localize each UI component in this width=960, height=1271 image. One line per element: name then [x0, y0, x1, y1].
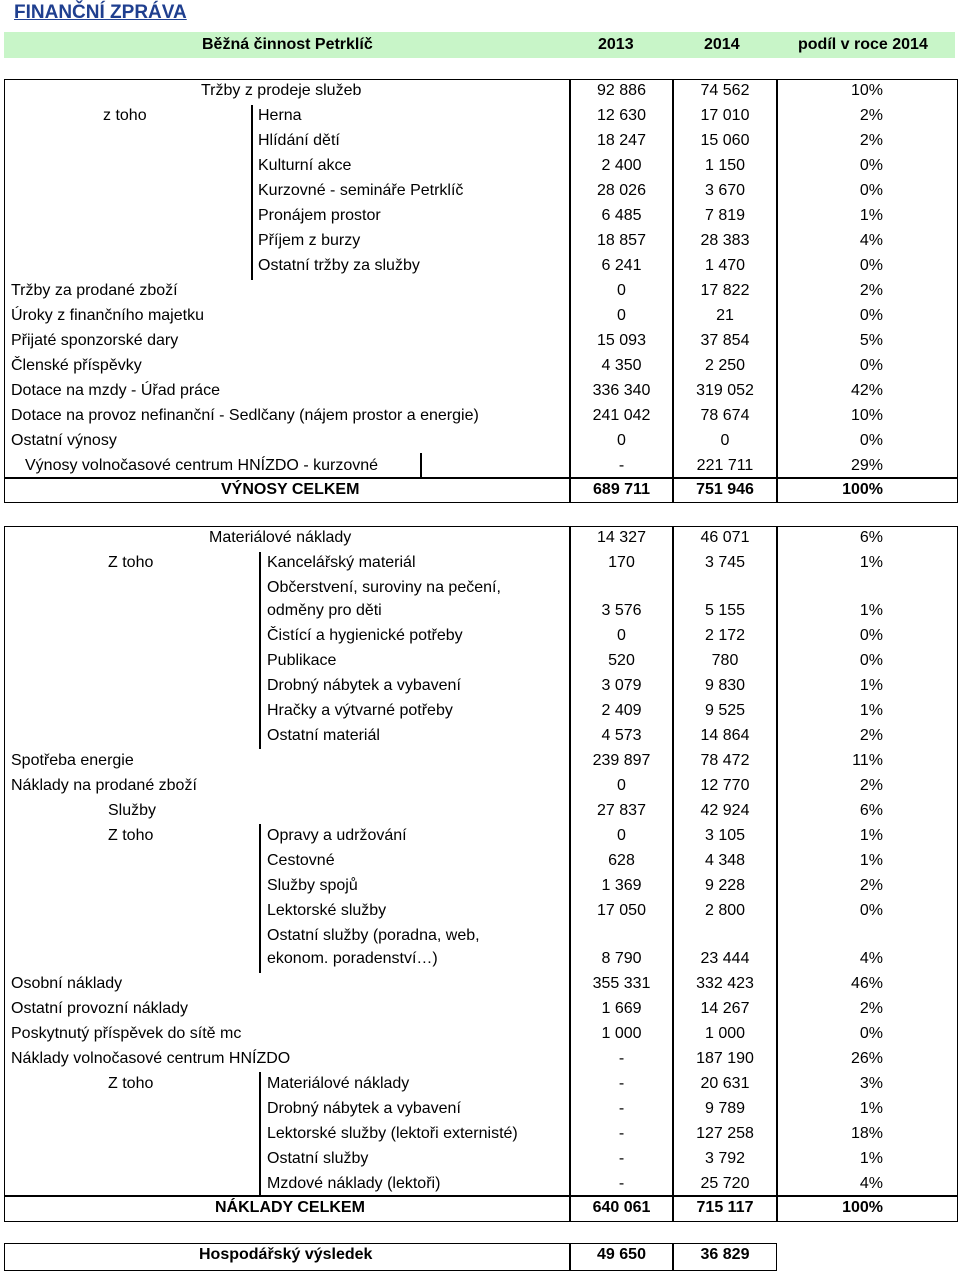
value-2013: 4 573	[601, 727, 642, 744]
share-2014: 46%	[850, 975, 883, 992]
value-2013: 28 026	[597, 182, 646, 199]
share-2014: 2%	[859, 877, 883, 894]
value-2014: 319 052	[696, 382, 754, 399]
share-2014: 0%	[859, 182, 883, 199]
share-2014: 6%	[859, 529, 883, 546]
value-2013: -	[618, 1175, 625, 1192]
value-2014: 5 155	[704, 602, 746, 619]
value-2013: 0	[617, 307, 626, 324]
row-label: Materiálové náklady	[267, 1075, 410, 1092]
value-2014: 7 819	[704, 207, 746, 224]
row-label: Přijaté sponzorské dary	[11, 332, 179, 349]
row-label: Ostatní provozní náklady	[11, 1000, 188, 1017]
value-2014: 20 631	[700, 1075, 750, 1092]
row-label: Lektorské služby (lektoři externisté)	[267, 1125, 518, 1142]
value-2013: 640 061	[592, 1199, 651, 1216]
share-2014: 10%	[850, 82, 883, 99]
value-2013: -	[618, 1050, 625, 1067]
value-2014: 9 789	[704, 1100, 746, 1117]
row-label: Výnosy volnočasové centrum HNÍZDO - kurzovné	[25, 457, 379, 474]
header-year-2014: 2014	[704, 36, 740, 53]
row-label: Hračky a výtvarné potřeby	[267, 702, 453, 719]
value-2014: 1 150	[704, 157, 746, 174]
row-label: Kurzovné - semináře Petrklíč	[258, 182, 464, 199]
value-2013: 17 050	[597, 902, 646, 919]
row-label: Opravy a udržování	[267, 827, 407, 844]
value-2013: 27 837	[597, 802, 646, 819]
value-2014: 9 830	[704, 677, 746, 694]
header-year-2013: 2013	[598, 36, 634, 53]
row-label: Občerstvení, suroviny na pečení,	[267, 579, 501, 596]
value-2014: 1 470	[704, 257, 746, 274]
value-2013: -	[618, 1100, 625, 1117]
value-2014: 780	[711, 652, 739, 669]
row-label: VÝNOSY CELKEM	[221, 481, 360, 498]
share-2014: 100%	[842, 481, 883, 498]
row-label-continued: odměny pro děti	[267, 602, 382, 619]
row-label: Cestovné	[267, 852, 335, 869]
value-2014: 3 792	[704, 1150, 746, 1167]
value-2014: 12 770	[700, 777, 750, 794]
value-2013: 0	[617, 282, 626, 299]
value-2013: 239 897	[592, 752, 651, 769]
value-2013: 241 042	[592, 407, 651, 424]
value-2014: 127 258	[696, 1125, 754, 1142]
value-2014: 3 670	[704, 182, 746, 199]
value-2014: 715 117	[696, 1199, 754, 1216]
row-label: Hlídání dětí	[258, 132, 340, 149]
value-2014: 14 864	[700, 727, 750, 744]
row-label: Dotace na mzdy - Úřad práce	[11, 382, 220, 399]
share-2014: 3%	[859, 1075, 883, 1092]
value-2014: 187 190	[696, 1050, 754, 1067]
value-2014: 78 674	[700, 407, 750, 424]
share-2014: 0%	[859, 627, 883, 644]
row-label: Členské příspěvky	[11, 357, 142, 374]
share-2014: 11%	[852, 752, 883, 769]
row-label: Osobní náklady	[11, 975, 123, 992]
value-2014: 332 423	[696, 975, 754, 992]
row-prefix: Z toho	[108, 1075, 154, 1092]
row-label: Čistící a hygienické potřeby	[267, 627, 463, 644]
row-label: Náklady volnočasové centrum HNÍZDO	[11, 1050, 291, 1067]
value-2013: 92 886	[597, 82, 646, 99]
row-label: Herna	[258, 107, 302, 124]
header-share: podíl v roce 2014	[798, 36, 928, 53]
table-header	[4, 32, 955, 58]
header-label: Běžná činnost Petrklíč	[202, 36, 373, 53]
value-2013: 1 669	[601, 1000, 642, 1017]
share-2014: 0%	[859, 432, 883, 449]
value-2014: 28 383	[700, 232, 750, 249]
share-2014: 0%	[859, 157, 883, 174]
share-2014: 1%	[859, 677, 883, 694]
value-2013: 2 409	[601, 702, 642, 719]
row-label: Mzdové náklady (lektoři)	[267, 1175, 441, 1192]
value-2013: 689 711	[593, 481, 650, 498]
share-2014: 1%	[859, 207, 883, 224]
share-2014: 5%	[859, 332, 883, 349]
share-2014: 10%	[850, 407, 883, 424]
value-2014: 0	[720, 432, 730, 449]
share-2014: 6%	[859, 802, 883, 819]
share-2014: 2%	[859, 777, 883, 794]
result-label: Hospodářský výsledek	[199, 1246, 373, 1263]
share-2014: 2%	[859, 727, 883, 744]
share-2014: 1%	[859, 827, 883, 844]
value-2013: 628	[608, 852, 635, 869]
row-label: Tržby z prodeje služeb	[201, 82, 362, 99]
share-2014: 0%	[859, 307, 883, 324]
share-2014: 2%	[859, 107, 883, 124]
value-2013: -	[618, 1075, 625, 1092]
row-label: NÁKLADY CELKEM	[215, 1199, 365, 1216]
result-2014: 36 829	[700, 1246, 750, 1263]
row-label: Příjem z burzy	[258, 232, 361, 249]
row-label: Ostatní materiál	[267, 727, 380, 744]
value-2014: 21	[716, 307, 734, 324]
value-2013: 2 400	[601, 157, 642, 174]
value-2013: 170	[608, 554, 635, 571]
row-label: Kancelářský materiál	[267, 554, 416, 571]
share-2014: 0%	[859, 357, 883, 374]
row-label: Služby spojů	[267, 877, 358, 894]
value-2013: 3 079	[601, 677, 642, 694]
value-2013: 14 327	[597, 529, 646, 546]
row-label: Drobný nábytek a vybavení	[267, 677, 461, 694]
row-label: Pronájem prostor	[258, 207, 381, 224]
value-2013: 0	[617, 827, 626, 844]
value-2014: 3 745	[704, 554, 746, 571]
share-2014: 1%	[859, 852, 883, 869]
value-2014: 3 105	[704, 827, 746, 844]
value-2013: 0	[617, 627, 626, 644]
row-label: Dotace na provoz nefinanční - Sedlčany (nájem prostor a energie)	[11, 407, 479, 424]
value-2013: -	[618, 457, 625, 474]
row-label: Spotřeba energie	[11, 752, 134, 769]
value-2013: 0	[617, 777, 626, 794]
row-label: Ostatní služby (poradna, web,	[267, 927, 480, 944]
value-2014: 1 000	[704, 1025, 746, 1042]
value-2014: 9 525	[704, 702, 746, 719]
row-label: Ostatní služby	[267, 1150, 369, 1167]
value-2014: 2 250	[704, 357, 746, 374]
share-2014: 4%	[859, 950, 883, 967]
row-label: Úroky z finančního majetku	[11, 307, 204, 324]
row-label: Ostatní tržby za služby	[258, 257, 420, 274]
value-2014: 37 854	[700, 332, 750, 349]
value-2014: 23 444	[700, 950, 750, 967]
share-2014: 0%	[859, 652, 883, 669]
share-2014: 42%	[850, 382, 883, 399]
share-2014: 2%	[859, 1000, 883, 1017]
share-2014: 1%	[859, 554, 883, 571]
share-2014: 4%	[859, 232, 883, 249]
row-label: Poskytnutý příspěvek do sítě mc	[11, 1025, 242, 1042]
value-2013: 520	[608, 652, 635, 669]
row-prefix: z toho	[103, 107, 147, 124]
share-2014: 0%	[859, 257, 883, 274]
share-2014: 26%	[850, 1050, 883, 1067]
row-label: Náklady na prodané zboží	[11, 777, 197, 794]
row-label: Drobný nábytek a vybavení	[267, 1100, 461, 1117]
value-2014: 78 472	[700, 752, 750, 769]
value-2014: 17 822	[700, 282, 750, 299]
value-2014: 15 060	[700, 132, 750, 149]
share-2014: 100%	[842, 1199, 883, 1216]
share-2014: 1%	[859, 1150, 883, 1167]
share-2014: 0%	[859, 902, 883, 919]
report-title: FINANČNÍ ZPRÁVA	[14, 2, 187, 23]
income-table	[4, 79, 958, 503]
value-2014: 2 172	[704, 627, 746, 644]
value-2014: 17 010	[700, 107, 750, 124]
row-prefix: Z toho	[108, 554, 154, 571]
value-2014: 14 267	[700, 1000, 750, 1017]
value-2013: 6 241	[601, 257, 642, 274]
share-2014: 29%	[850, 457, 883, 474]
share-2014: 0%	[859, 1025, 883, 1042]
row-label: Kulturní akce	[258, 157, 352, 174]
row-label: Lektorské služby	[267, 902, 387, 919]
value-2013: 336 340	[592, 382, 651, 399]
value-2013: -	[618, 1150, 625, 1167]
costs-table	[4, 526, 958, 1222]
value-2013: 0	[617, 432, 626, 449]
share-2014: 1%	[859, 602, 883, 619]
row-label: Služby	[108, 802, 157, 819]
row-label-continued: ekonom. poradenství…)	[267, 950, 438, 967]
share-2014: 2%	[859, 282, 883, 299]
share-2014: 1%	[859, 1100, 883, 1117]
row-prefix: Z toho	[108, 827, 154, 844]
value-2013: 15 093	[597, 332, 646, 349]
value-2014: 42 924	[700, 802, 750, 819]
value-2013: -	[618, 1125, 625, 1142]
value-2014: 46 071	[700, 529, 750, 546]
result-row	[4, 1243, 777, 1271]
share-2014: 18%	[850, 1125, 883, 1142]
row-label: Materiálové náklady	[209, 529, 352, 546]
result-2013: 49 650	[597, 1246, 646, 1263]
value-2013: 4 350	[601, 357, 642, 374]
row-label: Tržby za prodané zboží	[11, 282, 178, 299]
row-label: Publikace	[267, 652, 337, 669]
share-2014: 1%	[859, 702, 883, 719]
value-2014: 74 562	[700, 82, 750, 99]
value-2013: 1 369	[601, 877, 642, 894]
value-2013: 18 247	[597, 132, 646, 149]
value-2013: 18 857	[597, 232, 646, 249]
value-2013: 12 630	[597, 107, 646, 124]
value-2014: 2 800	[704, 902, 746, 919]
value-2013: 8 790	[601, 950, 642, 967]
value-2014: 9 228	[704, 877, 746, 894]
value-2013: 355 331	[592, 975, 651, 992]
value-2014: 4 348	[704, 852, 746, 869]
share-2014: 4%	[859, 1175, 883, 1192]
value-2014: 25 720	[700, 1175, 750, 1192]
row-label: Ostatní výnosy	[11, 432, 117, 449]
value-2014: 221 711	[696, 457, 754, 474]
value-2013: 1 000	[601, 1025, 642, 1042]
value-2014: 751 946	[696, 481, 754, 498]
share-2014: 2%	[859, 132, 883, 149]
value-2013: 3 576	[601, 602, 642, 619]
value-2013: 6 485	[601, 207, 642, 224]
